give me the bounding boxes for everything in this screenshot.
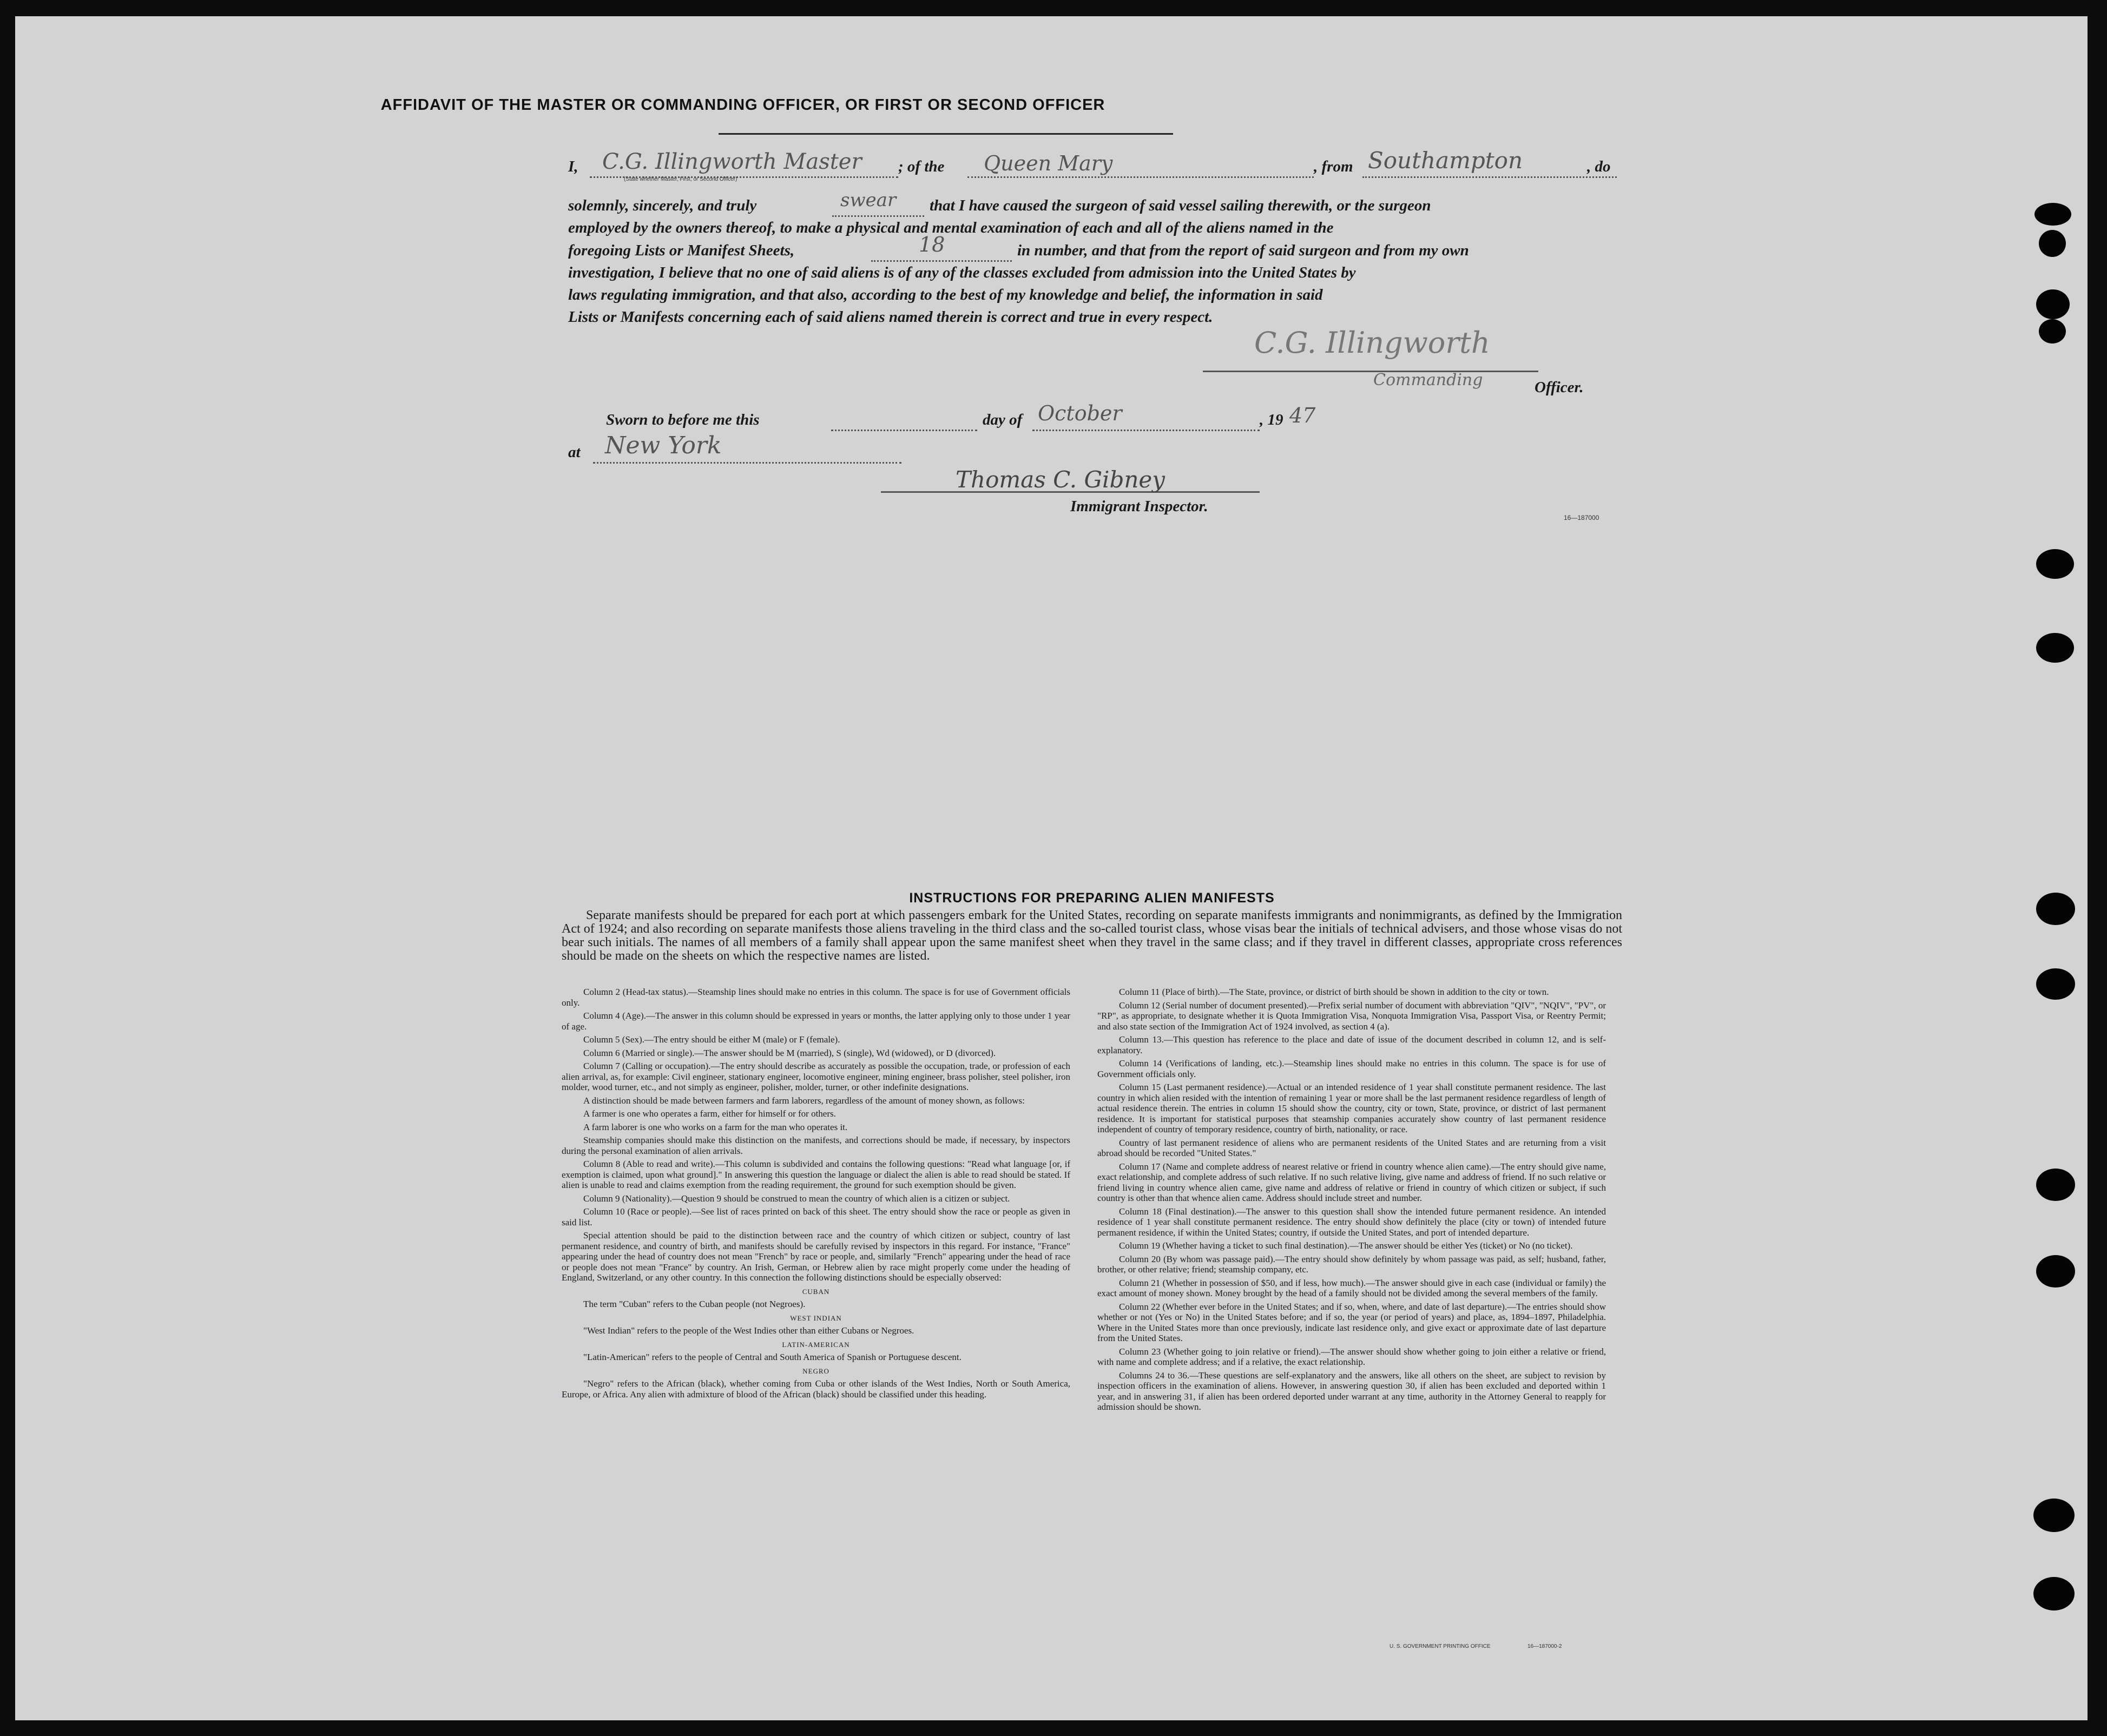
instruction-paragraph: Column 18 (Final destination).—The answer to this question shall show the intended future permanent residence. An intended residence of 1 year shall constitute permanent residence. The entry should show definitely the place (city or town) of intended future permanent residence, if within the United States; country, if outside the United States, and port of intended departure. <box>1097 1206 1606 1238</box>
west-indian-text: "West Indian" refers to the people of the West Indies other than either Cubans or Negroes. <box>583 1325 914 1336</box>
line4-post: in number, and that from the report of said surgeon and from my own <box>1017 242 1469 259</box>
year-handwritten: 47 <box>1289 404 1316 427</box>
master-signature: C.G. Illingworth <box>1254 326 1490 360</box>
instructions-right-column <box>1097 987 1606 1415</box>
instruction-paragraph: Column 21 (Whether in possession of $50, and if less, how much).—The answer should give in each case (individual or family) the exact amount of money shown. Money brought by the head of a family should not be divided among the several members of the family. <box>1097 1277 1606 1298</box>
instruction-paragraph: Columns 24 to 36.—These questions are self-explanatory and the answers, like all others on the sheet, are subject to revision by inspection officers in the examination of aliens. However, in answering question 30, if alien has been excluded and deported within 1 year, and in answering 31, if alien has been ordered deported under warrant at any time, authority in the Attorney General to reapply for admission should be shown. <box>1097 1370 1606 1412</box>
line2-post: that I have caused the surgeon of said vessel sailing therewith, or the surgeon <box>930 197 1431 214</box>
instruction-paragraph: Column 12 (Serial number of document presented).—Prefix serial number of document with abbreviation "QIV", "NQIV", "PV", or "RP", as appropriate, to designate whether it is Quota Immigration Visa, Nonquota Immigration Visa, Passport Visa, or Reentry Permit; and also state section of the Immigration Act of 1924 involved, as section 4 (a). <box>1097 1000 1606 1032</box>
instruction-paragraph: A distinction should be made between farmers and farm laborers, regardless of the amount of money shown, as follows: <box>583 1095 1025 1106</box>
punch-hole <box>2036 1169 2075 1201</box>
west-indian-heading: WEST INDIAN <box>790 1313 842 1322</box>
instruction-paragraph: A farmer is one who operates a farm, either for himself or for others. <box>583 1108 836 1119</box>
footer-form-number: 16—187000-2 <box>1527 1643 1562 1649</box>
place-handwritten: New York <box>605 432 722 459</box>
instructions-left-column <box>562 987 1070 1402</box>
punch-hole <box>2036 968 2075 1000</box>
instruction-paragraph: Column 5 (Sex).—The entry should be either M (male) or F (female). <box>583 1034 840 1045</box>
instruction-paragraph: Steamship companies should make this distinction on the manifests, and corrections should be made, if necessary, by inspectors during the personal examination of alien arrivals. <box>562 1135 1070 1156</box>
from-label: , from <box>1314 158 1353 175</box>
line7-text: Lists or Manifests concerning each of said aliens named therein is correct and true in every respect. <box>568 308 1213 326</box>
instruction-paragraph: Column 11 (Place of birth).—The State, province, or district of birth should be shown in addition to the city or town. <box>1119 987 1549 997</box>
affidavit-title: AFFIDAVIT OF THE MASTER OR COMMANDING OFFICER, OR FIRST OR SECOND OFFICER <box>380 96 1105 114</box>
instructions-title: INSTRUCTIONS FOR PREPARING ALIEN MANIFESTS <box>909 890 1275 906</box>
punch-hole <box>2033 1577 2075 1610</box>
instruction-paragraph: Column 15 (Last permanent residence).—Actual or an intended residence of 1 year shall constitute permanent residence. The last country in which alien resided with the intention of remaining 1 year or more shall be the last permanent residence regardless of length of actual residence therein. The entries in column 15 should show the country, city or town, State, province, or district of last permanent residence. It is important for statistical purposes that steamship companies accurately show country of last permanent residence independent of country of temporary residence, country of birth, nationality, or race. <box>1097 1082 1606 1134</box>
negro-text: "Negro" refers to the African (black), whether coming from Cuba or other islands of the West Indies, North or South America, Europe, or Africa. Any alien with admixture of blood of the African (black) should be classified under this heading. <box>562 1378 1070 1400</box>
signature-line <box>1203 371 1538 372</box>
instruction-paragraph: Column 17 (Name and complete address of nearest relative or friend in country whence alien came).—The entry should give name, exact relationship, and complete address of such relative. If no such relative living, give name and address of friend. If no such relative or friend living in country whence alien came, give name and address of relative or friend in country of which citizen or subject, if such country is other than that whence alien came. Address should include street and number. <box>1097 1161 1606 1203</box>
day-of-label: day of <box>983 411 1023 428</box>
sworn-label: Sworn to before me this <box>606 411 760 428</box>
instruction-paragraph: Column 6 (Married or single).—The answer should be M (married), S (single), Wd (widowed), or D (divorced). <box>583 1047 996 1058</box>
punch-hole <box>2039 230 2066 257</box>
instruction-paragraph: Column 9 (Nationality).—Question 9 should be construed to mean the country of which alien is a citizen or subject. <box>583 1193 1010 1204</box>
negro-heading: NEGRO <box>802 1367 829 1375</box>
do-label: , do <box>1587 158 1611 175</box>
punch-hole <box>2036 893 2075 925</box>
officer-label: Officer. <box>1535 379 1584 396</box>
punch-hole <box>2033 1499 2075 1532</box>
form-number: 16—187000 <box>1564 514 1599 522</box>
instruction-paragraph: Column 4 (Age).—The answer in this column should be expressed in years or months, the latter applying only to those under 1 year of age. <box>562 1011 1070 1032</box>
sworn-day-line <box>831 411 977 431</box>
punch-hole <box>2036 1255 2075 1288</box>
instruction-paragraph: Column 14 (Verifications of landing, etc.).—Steamship lines should make no entries in this column. The space is for use of Government officials only. <box>1097 1058 1606 1079</box>
year-label: , 19 <box>1260 411 1283 428</box>
instruction-paragraph: Column 8 (Able to read and write).—This column is subdivided and contains the following questions: "Read what language [or, if exemption is claimed, upon what ground]." In answering this question the language or dialect the alien is able to read should be stated. If alien is unable to read and claims exemption from the reading requirement, the ground for such exemption should be given. <box>562 1159 1070 1190</box>
printer-credit: U. S. GOVERNMENT PRINTING OFFICE <box>1390 1643 1491 1649</box>
manifest-sheet <box>15 16 2088 1720</box>
punch-hole <box>2036 549 2074 579</box>
cuban-text: The term "Cuban" refers to the Cuban people (not Negroes). <box>583 1299 806 1309</box>
latin-american-text: "Latin-American" refers to the people of Central and South America of Spanish or Portuguese descent. <box>583 1352 962 1362</box>
line3-text: employed by the owners thereof, to make a physical and mental examination of each and all of the aliens named in the <box>568 219 1334 236</box>
rank-handwritten: Commanding <box>1373 371 1483 390</box>
line6-text: laws regulating immigration, and that also, according to the best of my knowledge and belief, the information in said <box>568 286 1323 303</box>
latin-american-heading: LATIN-AMERICAN <box>782 1340 850 1349</box>
instruction-paragraph: Special attention should be paid to the distinction between race and the country of which citizen or subject, country of last permanent residence, and country of birth, and manifests should be carefully revised by inspectors in this regard. For instance, "France" appearing under the head of country does not mean "French" by race or people, and, similarly "French" appearing under the head of race or people does not mean "France" by country. An Irish, German, or Hebrew alien by race might properly come under the heading of England, Switzerland, or any other country. In this connection the following distinctions should be especially observed: <box>562 1230 1070 1283</box>
instruction-paragraph: Column 13.—This question has reference to the place and date of issue of the document described in column 12, and is self-explanatory. <box>1097 1034 1606 1055</box>
month-handwritten: October <box>1038 401 1122 425</box>
vessel-handwritten: Queen Mary <box>984 151 1113 175</box>
instruction-paragraph: Column 19 (Whether having a ticket to such final destination).—The answer should be either Yes (ticket) or No (no ticket). <box>1119 1240 1573 1251</box>
instruction-paragraph: Column 2 (Head-tax status).—Steamship lines should make no entries in this column. The space is for use of Government officials only. <box>562 987 1070 1008</box>
line2-text: solemnly, sincerely, and truly <box>568 197 757 214</box>
title-rule <box>719 133 1173 135</box>
instruction-paragraph: Column 20 (By whom was passage paid).—The entry should show definitely by whom passage was paid, as self; husband, father, brother, or other relative; friend; steamship company, etc. <box>1097 1253 1606 1275</box>
instruction-paragraph: Country of last permanent residence of aliens who are permanent residents of the United States and are returning from a visit abroad should be recorded "United States." <box>1097 1137 1606 1158</box>
port-handwritten: Southampton <box>1368 147 1523 174</box>
of-the-label: ; of the <box>898 158 945 175</box>
instruction-paragraph: A farm laborer is one who works on a farm for the man who operates it. <box>583 1121 848 1132</box>
instruction-paragraph: Column 7 (Calling or occupation).—The entry should describe as accurately as possible the occupation, trade, or profession of each alien arrival, as, for example: Civil engineer, stationary engineer, locomotive engineer, mining engineer, brass polisher, steel polisher, iron molder, wood turner, etc., and not simply as engineer, polisher, molder, turner, or other indefinite designations. <box>562 1061 1070 1092</box>
cuban-heading: CUBAN <box>802 1287 830 1296</box>
punch-hole <box>2039 319 2066 344</box>
instruction-paragraph: Column 22 (Whether ever before in the United States; and if so, when, where, and date of last departure).—The entries should show whether or not (Yes or No) in the United States before; and if so, the year (or period of years) and place, as, 1894–1897, Philadelphia. Where in the United States more than once previously, indicate last residence only, and give exact or approximate date of last departure from the United States. <box>1097 1301 1606 1343</box>
sheets-handwritten: 18 <box>919 233 945 256</box>
affidavit-i: I, <box>568 158 578 175</box>
punch-hole <box>2036 289 2070 319</box>
inspector-label: Immigrant Inspector. <box>1070 498 1208 515</box>
line5-text: investigation, I believe that no one of said aliens is of any of the classes excluded from admission into the United States by <box>568 264 1356 281</box>
inspector-signature: Thomas C. Gibney <box>956 466 1165 493</box>
oath-handwritten: swear <box>840 189 897 211</box>
instruction-paragraph: Column 10 (Race or people).—See list of races printed on back of this sheet. The entry should show the race or people as given in said list. <box>562 1206 1070 1227</box>
master-name-handwritten: C.G. Illingworth Master <box>602 149 862 174</box>
instruction-paragraph: Column 23 (Whether going to join relative or friend).—The answer should show whether going to join either a relative or friend, with name and complete address; and if a relative, the exact relationship. <box>1097 1346 1606 1367</box>
state-note: (State whether Master, First, or Second Officer) <box>624 176 738 182</box>
at-label: at <box>568 444 581 461</box>
line4-text: foregoing Lists or Manifest Sheets, <box>568 242 795 259</box>
punch-hole <box>2036 633 2074 663</box>
instructions-intro: Separate manifests should be prepared for each port at which passengers embark for the United States, recording on separate manifests immigrants and nonimmigrants, as defined by the Immigration Act of 1924; and also recording on separate manifests those aliens traveling in the third class and the so-called tourist class, whose visas bear the initials of technical advisers, and those whose visas do not bear such initials. The names of all members of a family shall appear upon the same manifest sheet when they travel in the same class; and if they travel in different classes, appropriate cross references should be made on the sheets on which the respective names are listed. <box>562 908 1622 963</box>
punch-hole <box>2034 203 2071 226</box>
